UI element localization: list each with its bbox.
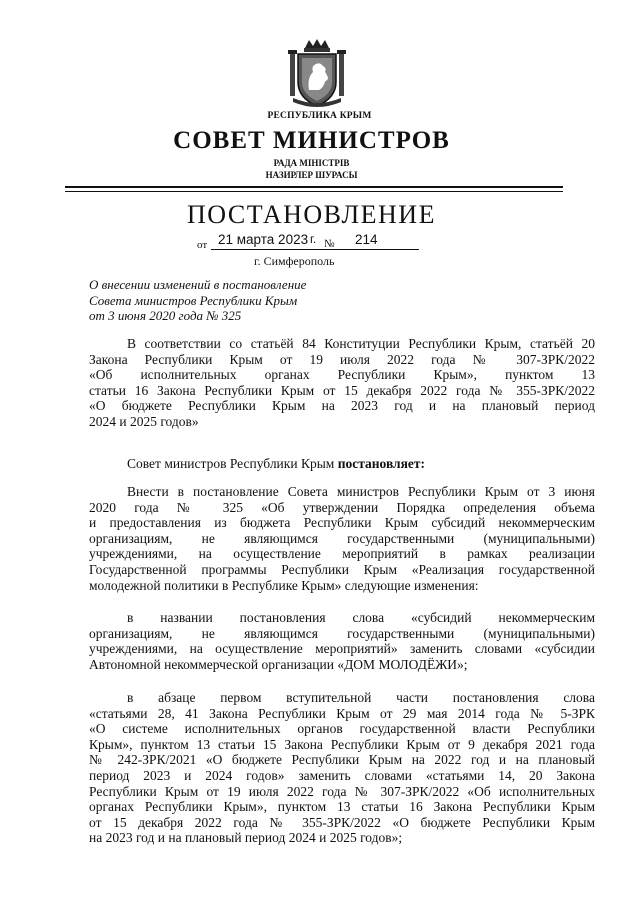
text-line: органах Республики Крым», пунктом 13 статьи 16 Закона Республики Крым xyxy=(89,799,595,815)
text-line: в названии постановления слова «субсидий некоммерческим xyxy=(127,610,595,625)
number-prefix: № xyxy=(324,238,335,250)
document-number: 214 xyxy=(355,232,378,247)
text-line: статьи 16 Закона Республики Крым от 15 декабря 2022 года № 355-ЗРК/2022 xyxy=(89,382,595,398)
text-line: Внести в постановление Совета министров Республики Крым от 3 июня xyxy=(127,484,595,499)
republic-name: РЕСПУБЛИКА КРЫМ xyxy=(267,111,372,121)
resolves-paragraph xyxy=(89,456,595,472)
resolves-text: Совет министров Республики Крым xyxy=(127,456,335,471)
text-line: организациям, не являющимся государственными (муниципальными) xyxy=(89,530,595,546)
document-title xyxy=(89,277,419,324)
text-line: учреждениями, на осуществление мероприятий» заменить словами «субсидии xyxy=(89,641,595,657)
city: г. Симферополь xyxy=(254,254,335,268)
text-line: «статьями 28, 41 Закона Республики Крым от 29 мая 2014 года № 5-ЗРК xyxy=(89,705,595,721)
amend-paragraph xyxy=(89,484,595,593)
document-type: ПОСТАНОВЛЕНИЕ xyxy=(187,200,436,229)
text-line: 2024 и 2025 годов» xyxy=(89,413,199,429)
council-name-ukrainian: РАДА МІНІСТРІВ xyxy=(273,158,350,168)
text-line: организациям, не являющимся государственными (муниципальными) xyxy=(89,625,595,641)
resolves-keyword: постановляет: xyxy=(337,456,426,471)
council-name-crimean-tatar: НАЗИРЛЕР ШУРАСЫ xyxy=(265,170,358,180)
text-line xyxy=(89,456,595,472)
coat-of-arms-emblem xyxy=(285,38,349,110)
year-suffix: г. xyxy=(310,232,317,246)
text-line: 2020 года № 325 «Об утверждении Порядка определения объема xyxy=(89,499,595,515)
title-change-paragraph xyxy=(89,610,595,672)
text-line: «Об исполнительных органах Республики Крым», пунктом 13 xyxy=(89,367,595,383)
text-line: В соответствии со статьёй 84 Конституции Республики Крым, статьёй 20 xyxy=(127,336,595,351)
title-line: Совета министров Республики Крым xyxy=(89,292,298,308)
text-line: на 2023 год и на плановый период 2024 и 2025 годов»; xyxy=(89,830,403,846)
text-line: учреждениями, на осуществление мероприятий в рамках реализации xyxy=(89,546,595,562)
text-line: период 2023 и 2024 годов» заменить словами «статьями 14, 20 Закона xyxy=(89,767,595,783)
text-line: «О бюджете Республики Крым на 2023 год и на плановый период xyxy=(89,398,595,414)
text-line: Республики Крым от 19 июля 2022 года № 307-ЗРК/2022 «Об исполнительных xyxy=(89,783,595,799)
title-line: О внесении изменений в постановление xyxy=(89,277,307,292)
text-line: «О системе исполнительных органов государственной власти Республики xyxy=(89,721,595,737)
header-rule-thin xyxy=(65,191,563,192)
text-line: Государственной программы Республики Крым «Реализация государственной xyxy=(89,561,595,577)
text-line: от 15 декабря 2022 года № 355-ЗРК/2022 «О бюджете Республики Крым xyxy=(89,814,595,830)
text-line: в абзаце первом вступительной части постановления слова xyxy=(127,690,595,705)
preamble-change-paragraph xyxy=(89,690,595,846)
date-prefix: от xyxy=(197,239,208,251)
text-line: Закона Республики Крым от 19 июля 2022 года № 307-ЗРК/2022 xyxy=(89,351,595,367)
text-line: молодежной политики в Республике Крым» следующие изменения: xyxy=(89,577,479,593)
date-underline xyxy=(211,249,419,250)
text-line: и предоставления из бюджета Республики Крым субсидий некоммерческим xyxy=(89,515,595,531)
title-line: от 3 июня 2020 года № 325 xyxy=(89,308,242,323)
preamble-paragraph xyxy=(89,336,595,430)
header-rule-thick xyxy=(65,186,563,188)
text-line: Автономной некоммерческой организации «ДОМ МОЛОДЁЖИ»; xyxy=(89,656,468,672)
text-line: Крым», пунктом 13 статьи 15 Закона Республики Крым от 9 декабря 2021 года xyxy=(89,736,595,752)
date-number-row xyxy=(197,232,427,254)
document-date: 21 марта 2023 xyxy=(218,232,309,247)
council-name: СОВЕТ МИНИСТРОВ xyxy=(173,127,450,154)
text-line: № 242-ЗРК/2021 «О бюджете Республики Крым на 2022 год и на плановый xyxy=(89,752,595,768)
